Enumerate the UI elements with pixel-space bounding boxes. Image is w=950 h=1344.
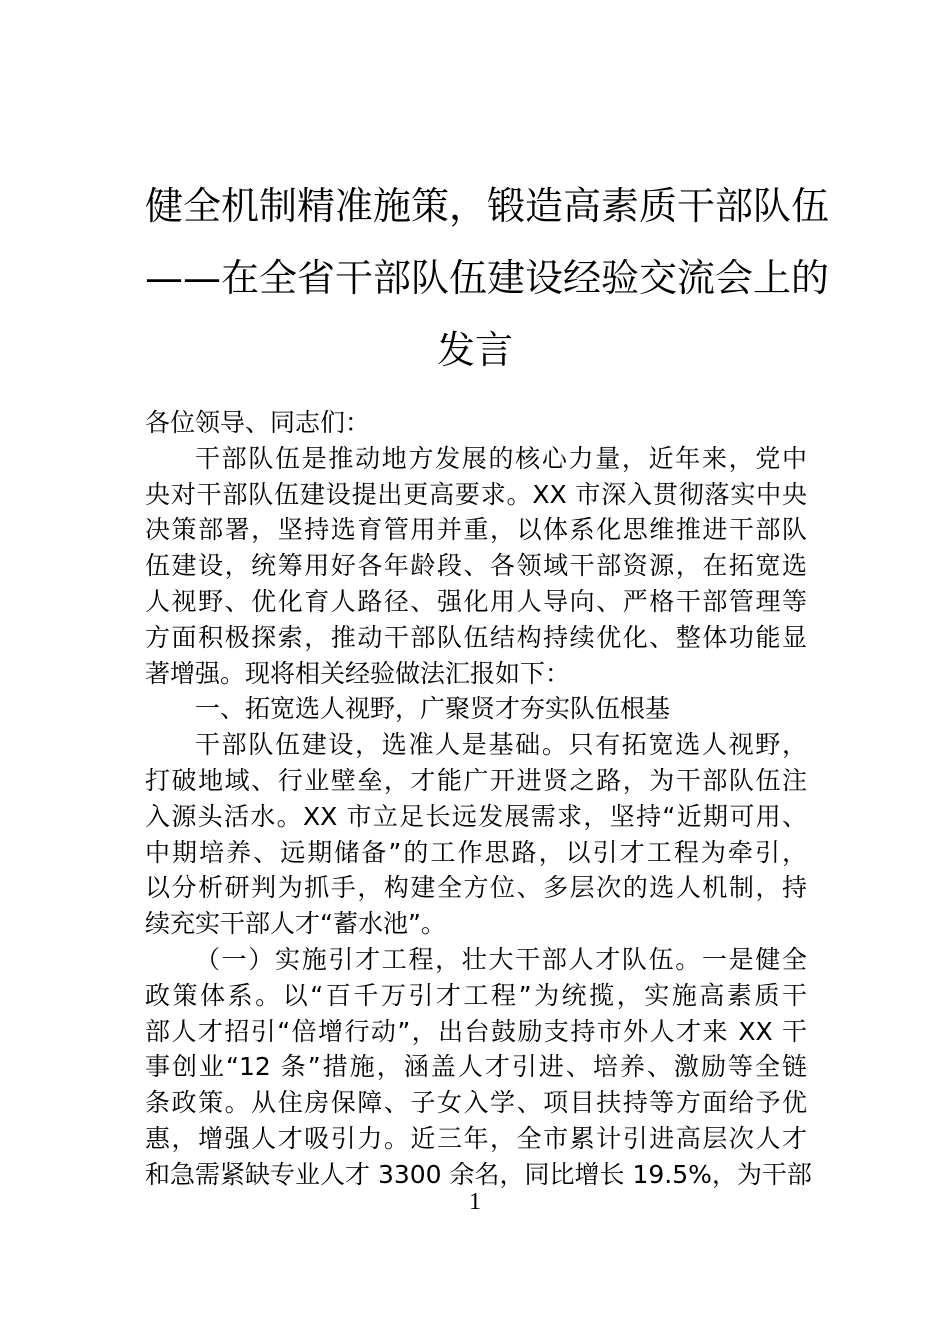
paragraph-line: 政策体系。以“百千万引才工程”为统揽，实施高素质干 xyxy=(145,980,807,1010)
paragraph-line: 惠，增强人才吸引力。近三年，全市累计引进高层次人才 xyxy=(145,1123,807,1153)
paragraph-line: 著增强。现将相关经验做法汇报如下： xyxy=(145,658,571,688)
paragraph-line: 打破地域、行业壁垒，才能广开进贤之路，为干部队伍注 xyxy=(145,765,807,795)
paragraph-line: 伍建设，统筹用好各年龄段、各领域干部资源，在拓宽选 xyxy=(145,551,807,581)
paragraph-line: 续充实干部人才“蓄水池”。 xyxy=(145,909,446,939)
paragraph-line: 条政策。从住房保障、子女入学、项目扶持等方面给予优 xyxy=(145,1088,807,1118)
paragraph-line: 部人才招引“倍增行动”，出台鼓励支持市外人才来 XX 干 xyxy=(145,1016,807,1046)
paragraph-line: 和急需紧缺专业人才 3300 余名，同比增长 19.5%，为干部 xyxy=(145,1159,812,1189)
title-line-3: 发言 xyxy=(436,328,513,372)
salutation: 各位领导、同志们： xyxy=(145,408,371,437)
paragraph-line: 以分析研判为抓手，构建全方位、多层次的选人机制，持 xyxy=(145,873,807,903)
document-title xyxy=(145,170,830,386)
document-body xyxy=(145,405,812,1193)
paragraph-line: 决策部署，坚持选育管用并重，以体系化思维推进干部队 xyxy=(145,515,807,545)
paragraph-line: 入源头活水。XX 市立足长远发展需求，坚持“近期可用、 xyxy=(145,801,807,831)
title-line-2: ——在全省干部队伍建设经验交流会上的 xyxy=(145,256,830,300)
page-number: 1 xyxy=(469,1189,481,1215)
paragraph-line: 事创业“12 条”措施，涵盖人才引进、培养、激励等全链 xyxy=(145,1052,807,1082)
paragraph-line: 人视野、优化育人路径、强化用人导向、严格干部管理等 xyxy=(145,586,807,616)
paragraph-line: 央对干部队伍建设提出更高要求。XX 市深入贯彻落实中央 xyxy=(145,479,807,509)
paragraph-line: 中期培养、远期储备”的工作思路，以引才工程为牵引， xyxy=(145,837,807,867)
paragraph-line: 方面积极探索，推动干部队伍结构持续优化、整体功能显 xyxy=(145,622,807,652)
section-heading: 一、拓宽选人视野，广聚贤才夯实队伍根基 xyxy=(195,694,671,724)
paragraph-line: 干部队伍建设，选准人是基础。只有拓宽选人视野， xyxy=(195,730,807,760)
paragraph-line: 干部队伍是推动地方发展的核心力量，近年来，党中 xyxy=(195,443,807,473)
title-line-1: 健全机制精准施策，锻造高素质干部队伍 xyxy=(145,184,830,228)
paragraph-line: （一）实施引才工程，壮大干部人才队伍。一是健全 xyxy=(195,944,807,974)
